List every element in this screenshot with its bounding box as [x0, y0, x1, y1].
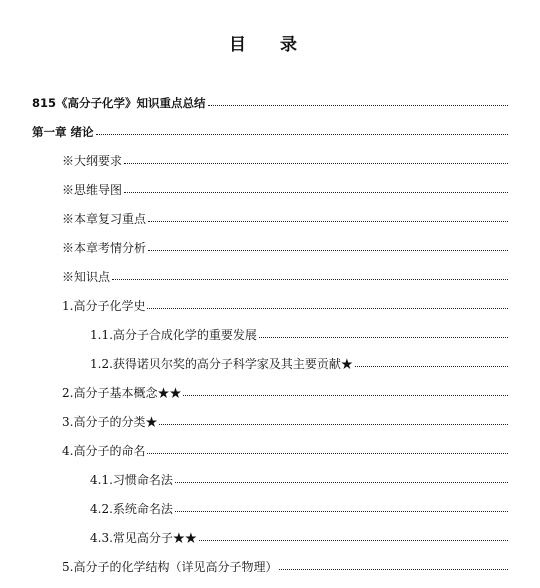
dot-leader	[175, 511, 508, 512]
toc-entry[interactable]	[62, 381, 508, 401]
dot-leader	[279, 569, 508, 570]
toc-entry-label: ※本章考情分析	[62, 241, 147, 255]
toc-entry[interactable]	[62, 207, 508, 227]
toc-entry[interactable]	[90, 323, 508, 343]
toc-entry[interactable]	[62, 439, 508, 459]
toc-entry-label: 4.高分子的命名	[62, 444, 146, 458]
toc-entry-label: 4.2.系统命名法	[90, 502, 173, 516]
dot-leader	[148, 221, 508, 222]
toc-entry-label: 4.1.习惯命名法	[90, 473, 173, 487]
toc-entry-label: 第一章 绪论	[32, 125, 94, 139]
toc-entry[interactable]	[62, 149, 508, 169]
toc-entry[interactable]	[62, 410, 508, 430]
toc-entry-label: 3.高分子的分类★	[62, 415, 158, 429]
dot-leader	[147, 453, 508, 454]
toc-entry-label: ※思维导图	[62, 183, 123, 197]
toc-entry[interactable]	[62, 294, 508, 314]
toc-entry[interactable]	[32, 120, 508, 140]
toc-entry[interactable]	[90, 497, 508, 517]
dot-leader	[259, 337, 508, 338]
dot-leader	[124, 192, 508, 193]
toc-entry[interactable]	[90, 468, 508, 488]
toc-entry-label: 4.3.常见高分子★★	[90, 531, 197, 545]
toc-entry-label: ※本章复习重点	[62, 212, 147, 226]
dot-leader	[96, 134, 508, 135]
dot-leader	[148, 250, 508, 251]
toc-entry-label: 2.高分子基本概念★★	[62, 386, 182, 400]
toc-entry-label: 1.1.高分子合成化学的重要发展	[90, 328, 257, 342]
dot-leader	[124, 163, 508, 164]
toc-entry[interactable]	[62, 265, 508, 285]
toc-title: 目 录	[229, 35, 311, 55]
dot-leader	[159, 424, 508, 425]
dot-leader	[355, 366, 508, 367]
toc-entry[interactable]	[90, 526, 508, 546]
dot-leader	[183, 395, 508, 396]
toc-entry-label: 815《高分子化学》知识重点总结	[32, 96, 206, 110]
toc-entry-label: 1.高分子化学史	[62, 299, 146, 313]
toc-entry[interactable]	[62, 555, 508, 575]
toc-entry-label: ※知识点	[62, 270, 111, 284]
dot-leader	[175, 482, 508, 483]
dot-leader	[199, 540, 508, 541]
toc-entry-label: 1.2.获得诺贝尔奖的高分子科学家及其主要贡献★	[90, 357, 353, 371]
dot-leader	[147, 308, 508, 309]
toc-entry-label: 5.高分子的化学结构（详见高分子物理）	[62, 560, 278, 574]
toc-entry[interactable]	[62, 236, 508, 256]
toc-entry[interactable]	[62, 178, 508, 198]
dot-leader	[112, 279, 508, 280]
dot-leader	[208, 105, 508, 106]
toc-entry[interactable]	[32, 91, 508, 111]
toc-entry[interactable]	[90, 352, 508, 372]
toc-entry-label: ※大纲要求	[62, 154, 123, 168]
